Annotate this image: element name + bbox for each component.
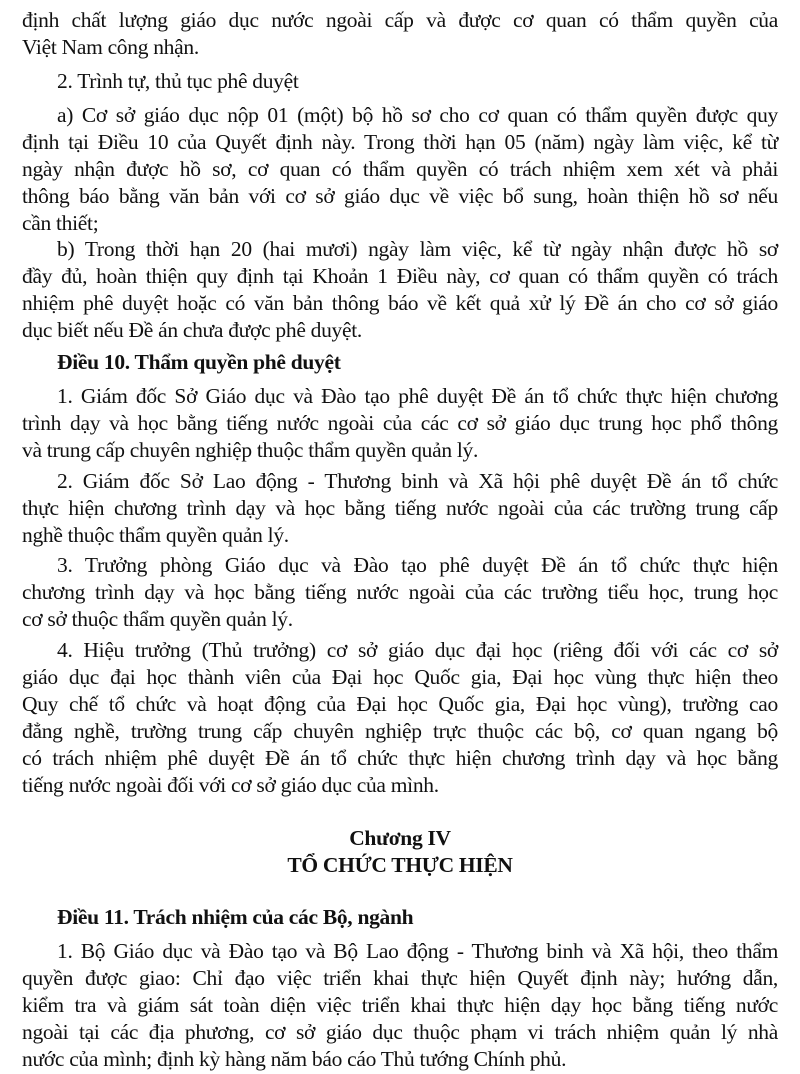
text-line: kiểm tra và giám sát toàn diện việc triển khai thực hiện dạy học bằng tiếng nước [22,993,778,1017]
text-line: định chất lượng giáo dục nước ngoài cấp và được cơ quan có thẩm quyền của [22,8,778,32]
text-line: cần thiết; [22,211,99,235]
article-10-heading [22,349,778,376]
chapter-number: Chương IV [349,826,451,850]
text-line: giáo dục đại học thành viên của Đại học Quốc gia, Đại học vùng thực hiện theo [22,665,778,689]
clause-b [22,236,778,344]
text-line: 3. Trưởng phòng Giáo dục và Đào tạo phê duyệt Đề án tổ chức thực hiện [57,553,778,577]
clause-a [22,102,778,237]
text-line: có trách nhiệm phê duyệt Đề án tổ chức thực hiện chương trình dạy và học bằng [22,746,778,770]
text-line: nước của mình; định kỳ hàng năm báo cáo Thủ tướng Chính phủ. [22,1047,567,1071]
text-line: quyền được giao: Chỉ đạo việc triển khai thực hiện Quyết định này; hướng dẫn, [22,966,778,990]
text-line: 4. Hiệu trưởng (Thủ trưởng) cơ sở giáo dục đại học (riêng đối với các cơ sở [57,638,778,662]
heading-text: Điều 10. Thẩm quyền phê duyệt [57,350,341,374]
text-line: a) Cơ sở giáo dục nộp 01 (một) bộ hồ sơ cho cơ quan có thẩm quyền được quy [57,103,778,127]
text-line: và trung cấp chuyên nghiệp thuộc thẩm quyền quản lý. [22,438,479,462]
article-10-clause-3 [22,552,778,633]
text-line: thông báo bằng văn bản với cơ sở giáo dục về việc bổ sung, hoàn thiện hồ sơ nếu [22,184,778,208]
clause-2-heading [22,68,778,95]
article-10-clause-4 [22,637,778,799]
article-11-heading [22,904,778,931]
text-line: đẳng nghề, trường trung cấp chuyên nghiệp trực thuộc các bộ, cơ quan ngang bộ [22,719,778,743]
text-line: ngày nhận được hồ sơ, cơ quan có thẩm quyền có trách nhiệm xem xét và phải [22,157,778,181]
text-line: nhiệm phê duyệt hoặc có văn bản thông báo về kết quả xử lý Đề án cho cơ sở giáo [22,291,778,315]
chapter-heading [22,825,778,879]
text-line: 2. Trình tự, thủ tục phê duyệt [57,69,299,93]
text-line: dục biết nếu Đề án chưa được phê duyệt. [22,318,362,342]
text-line: trình dạy và học bằng tiếng nước ngoài của các cơ sở giáo dục trung học phổ thông [22,411,778,435]
text-line: chương trình dạy và học bằng tiếng nước ngoài của các trường tiểu học, trung học [22,580,778,604]
text-line: Quy chế tổ chức và hoạt động của Đại học Quốc gia, Đại học vùng), trường cao [22,692,778,716]
heading-text: Điều 11. Trách nhiệm của các Bộ, ngành [57,905,414,929]
article-10-clause-2 [22,468,778,549]
article-11-clause-1 [22,938,778,1073]
text-line: Việt Nam công nhận. [22,35,199,59]
text-line: 1. Giám đốc Sở Giáo dục và Đào tạo phê duyệt Đề án tổ chức thực hiện chương [57,384,778,408]
text-line: định tại Điều 10 của Quyết định này. Trong thời hạn 05 (năm) ngày làm việc, kể từ [22,130,778,154]
text-line: cơ sở thuộc thẩm quyền quản lý. [22,607,293,631]
paragraph-continuation [22,7,778,61]
text-line: 1. Bộ Giáo dục và Đào tạo và Bộ Lao động - Thương binh và Xã hội, theo thẩm [57,939,778,963]
text-line: b) Trong thời hạn 20 (hai mươi) ngày làm việc, kể từ ngày nhận được hồ sơ [57,237,778,261]
text-line: ngoài tại các địa phương, cơ sở giáo dục thuộc phạm vi trách nhiệm quản lý nhà [22,1020,778,1044]
chapter-title: TỔ CHỨC THỰC HIỆN [287,853,513,877]
text-line: 2. Giám đốc Sở Lao động - Thương binh và Xã hội phê duyệt Đề án tổ chức [57,469,778,493]
text-line: nghề thuộc thẩm quyền quản lý. [22,523,289,547]
text-line: tiếng nước ngoài đối với cơ sở giáo dục của mình. [22,773,439,797]
text-line: thực hiện chương trình dạy và học bằng tiếng nước ngoài của các trường trung cấp [22,496,778,520]
article-10-clause-1 [22,383,778,464]
text-line: đầy đủ, hoàn thiện quy định tại Khoản 1 Điều này, cơ quan có thẩm quyền có trách [22,264,778,288]
